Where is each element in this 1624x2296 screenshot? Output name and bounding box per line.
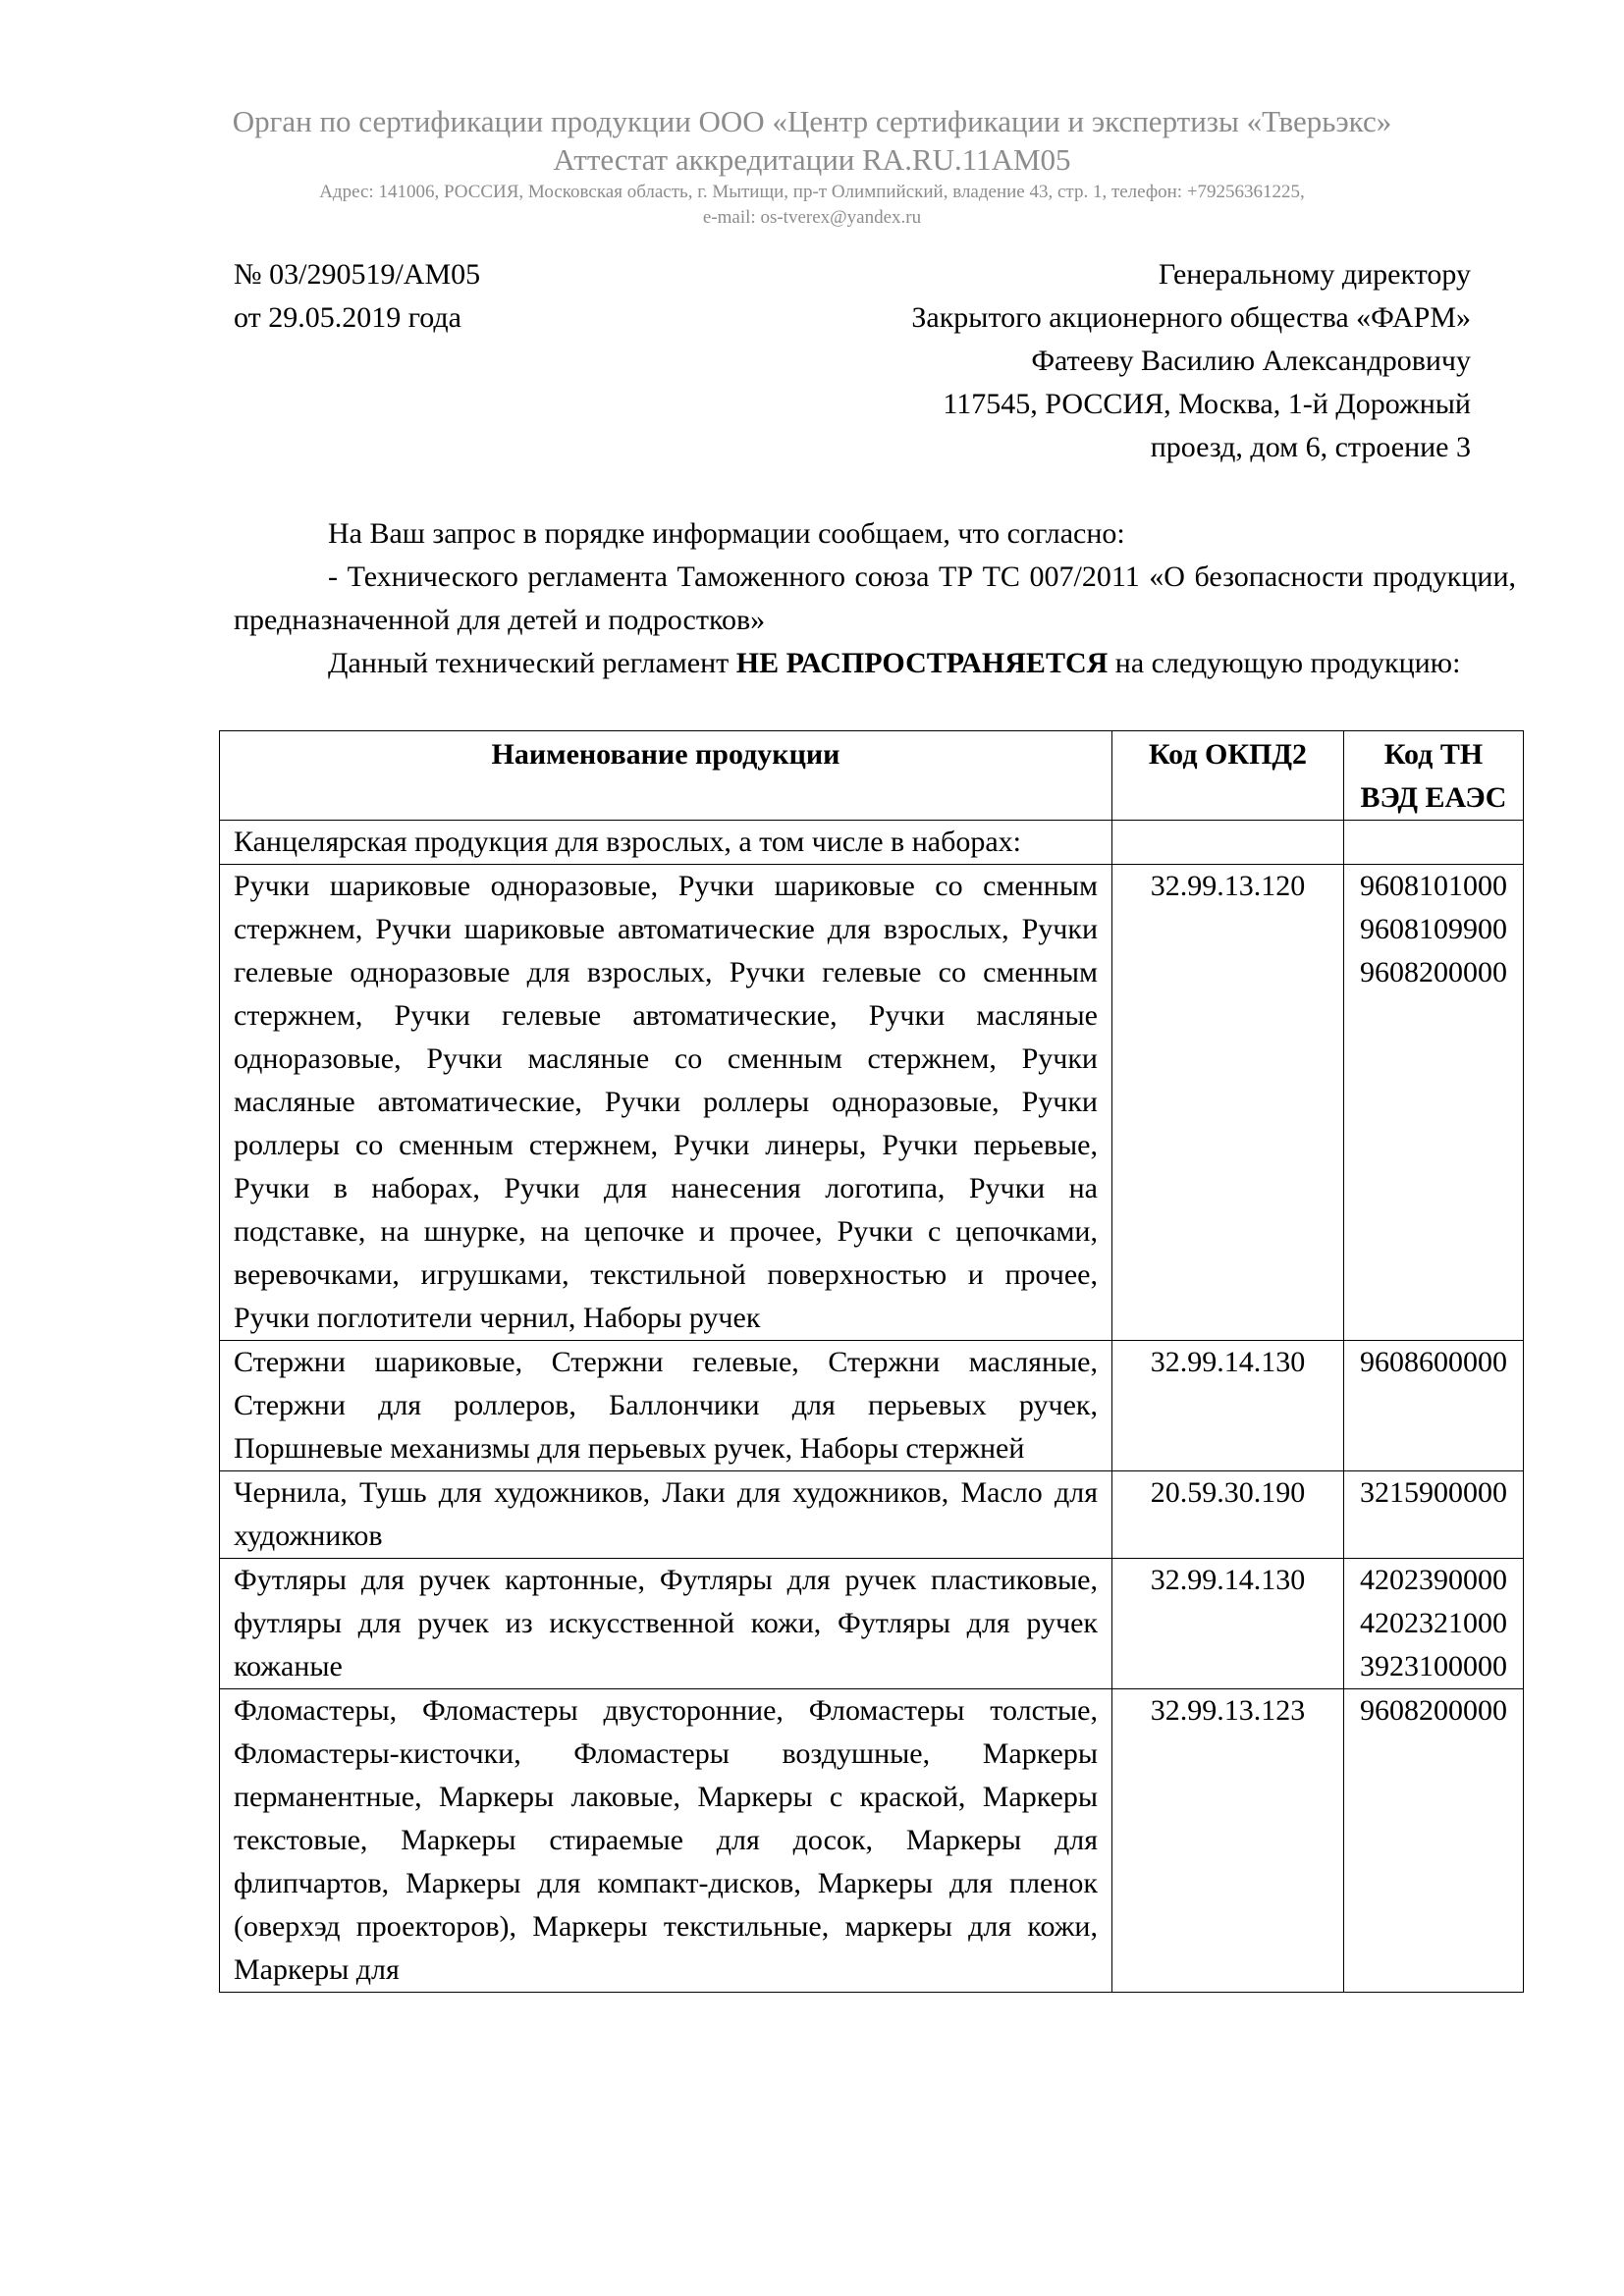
tn-code-cell [1344, 1471, 1524, 1559]
table-row [220, 1559, 1524, 1689]
okpd-code [1112, 821, 1344, 865]
body-paragraph-1: На Ваш запрос в порядке информации сообщаем, что согласно: [328, 517, 1125, 550]
letterhead [0, 102, 1624, 231]
table-row [220, 1341, 1524, 1471]
letter-reference [234, 253, 480, 340]
tn-code-cell [1344, 1341, 1524, 1471]
tn-code: 9608200000 [1360, 1694, 1507, 1727]
letter-number: № 03/290519/АМ05 [234, 258, 481, 291]
tn-code: 9608600000 [1360, 1346, 1507, 1378]
addressee-line-4: 117545, РОССИЯ, Москва, 1-й Дорожный [943, 388, 1471, 420]
letter-body [234, 512, 1516, 685]
header-okpd: Код ОКПД2 [1112, 731, 1344, 821]
okpd-code: 32.99.13.123 [1112, 1689, 1344, 1993]
tn-code: 9608101000 [1360, 870, 1507, 902]
addressee-line-3: Фатееву Василию Александровичу [1031, 345, 1471, 377]
product-name: Канцелярская продукция для взрослых, а том числе в наборах: [220, 821, 1112, 865]
tn-code: 4202321000 [1360, 1607, 1507, 1639]
accreditation: Аттестат аккредитации RA.RU.11АМ05 [553, 142, 1071, 177]
header-tn [1344, 731, 1524, 821]
product-name: Фломастеры, Фломастеры двусторонние, Фломастеры толстые, Фломастеры-кисточки, Фломастеры воздушные, Маркеры перманентные, Маркеры лаковые, Маркеры с краской, Маркеры текстовые, Маркеры стираемые для досок, Маркеры для флипчартов, Маркеры для компакт-дисков, Маркеры для пленок (оверхэд проекторов), Маркеры текстильные, маркеры для кожи, Маркеры для [220, 1689, 1112, 1993]
tn-code-cell [1344, 821, 1524, 865]
tn-code: 4202390000 [1360, 1564, 1507, 1596]
body-paragraph-3 [234, 642, 1516, 685]
addressee-line-1: Генеральному директору [1158, 258, 1471, 291]
product-name: Стержни шариковые, Стержни гелевые, Стержни масляные, Стержни для роллеров, Баллончики для перьевых ручек, Поршневые механизмы для перьевых ручек, Наборы стержней [220, 1341, 1112, 1471]
addressee-line-2: Закрытого акционерного общества «ФАРМ» [911, 301, 1471, 334]
header-product-name: Наименование продукции [220, 731, 1112, 821]
header-tn-line-1: Код ТН [1383, 738, 1484, 771]
tn-code: 3215900000 [1360, 1476, 1507, 1509]
okpd-code: 32.99.14.130 [1112, 1341, 1344, 1471]
addressee-line-5: проезд, дом 6, строение 3 [1150, 431, 1471, 463]
p3-bold: НЕ РАСПРОСТРАНЯЕТСЯ [735, 647, 1109, 679]
addressee-block [911, 253, 1471, 469]
tn-code: 3923100000 [1360, 1650, 1507, 1682]
org-name: Орган по сертификации продукции ООО «Центр сертификации и экспертизы «Тверьэкс» [232, 104, 1392, 138]
letter-date: от 29.05.2019 года [234, 301, 461, 334]
table-header-row [220, 731, 1524, 821]
header-tn-line-2: ВЭД ЕАЭС [1360, 781, 1507, 814]
tn-code-cell [1344, 1559, 1524, 1689]
product-name: Футляры для ручек картонные, Футляры для ручек пластиковые, футляры для ручек из искусственной кожи, Футляры для ручек кожаные [220, 1559, 1112, 1689]
okpd-code: 32.99.14.130 [1112, 1559, 1344, 1689]
p3-before: Данный технический регламент [328, 647, 736, 679]
table-row [220, 821, 1524, 865]
body-paragraph-2: - Технического регламента Таможенного союза ТР ТС 007/2011 «О безопасности продукции, предназначенной для детей и подростков» [234, 561, 1516, 636]
tn-code-cell [1344, 1689, 1524, 1993]
org-address: Адрес: 141006, РОССИЯ, Московская область, г. Мытищи, пр-т Олимпийский, владение 43, стр. 1, телефон: +79256361225, [319, 182, 1305, 202]
tn-code-cell [1344, 865, 1524, 1341]
table-row [220, 1471, 1524, 1559]
product-name: Чернила, Тушь для художников, Лаки для художников, Масло для художников [220, 1471, 1112, 1559]
p3-after: на следующую продукцию: [1108, 647, 1461, 679]
tn-code: 9608109900 [1360, 913, 1507, 945]
table-row [220, 1689, 1524, 1993]
product-name: Ручки шариковые одноразовые, Ручки шариковые со сменным стержнем, Ручки шариковые автоматические для взрослых, Ручки гелевые одноразовые для взрослых, Ручки гелевые со сменным стержнем, Ручки гелевые автоматические, Ручки масляные одноразовые, Ручки масляные со сменным стержнем, Ручки масляные автоматические, Ручки роллеры одноразовые, Ручки роллеры со сменным стержнем, Ручки линеры, Ручки перьевые, Ручки в наборах, Ручки для нанесения логотипа, Ручки на подставке, на шнурке, на цепочке и прочее, Ручки с цепочками, веревочками, игрушками, текстильной поверхностью и прочее, Ручки поглотители чернил, Наборы ручек [220, 865, 1112, 1341]
okpd-code: 20.59.30.190 [1112, 1471, 1344, 1559]
products-table [219, 730, 1524, 1993]
org-email: e-mail: os-tverex@yandex.ru [702, 207, 922, 228]
okpd-code: 32.99.13.120 [1112, 865, 1344, 1341]
table-row [220, 865, 1524, 1341]
tn-code: 9608200000 [1360, 956, 1507, 988]
